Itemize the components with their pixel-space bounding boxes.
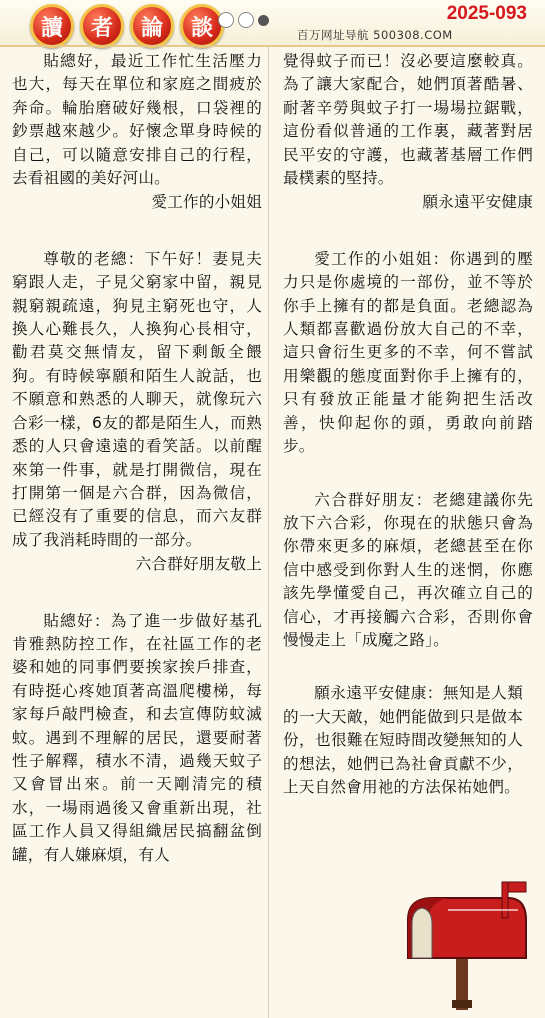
column-title <box>30 4 224 48</box>
reply-body: 願永遠平安健康：無知是人類的一大天敵，她們能做到只是做本份，也很難在短時間改變無知的人的想法，她們已為社會貢獻不少，上天自然會用祂的方法保祐她們。 <box>283 684 523 796</box>
dot-icon <box>258 15 269 26</box>
decorative-dots <box>218 12 269 28</box>
title-char: 論 <box>130 4 174 48</box>
circle-icon <box>238 12 254 28</box>
reader-letter <box>12 50 262 215</box>
right-column <box>283 50 533 799</box>
letter-signature: 六合群好朋友敬上 <box>135 555 262 574</box>
title-char: 談 <box>180 4 224 48</box>
editor-reply <box>283 248 533 459</box>
letter-signature: 願永遠平安健康 <box>422 193 533 212</box>
header <box>0 0 545 46</box>
letter-body: 貼總好：為了進一步做好基孔肯雅熱防控工作，在社區工作的老婆和她的同事們要挨家挨戶排查，有時挺心疼她頂著高溫爬樓梯，每家每戶敲門檢查，和去宣傳防蚊滅蚊。遇到不理解的居民，還要耐著性子解釋，積水不清，過幾天蚊子又會冒出來。前一天剛清完的積水，一場雨過後又會重新出現，社區工作人員又得組織居民搞翻盆倒罐，有人嫌麻煩，有人 <box>12 611 262 864</box>
letter-body: 貼總好，最近工作忙生活壓力也大，每天在單位和家庭之間疲於奔命。輪胎磨破好幾根，口袋裡的鈔票越來越少。好懷念單身時候的自己，可以隨意安排自己的行程，去看祖國的美好河山。 <box>12 52 262 188</box>
reader-letter <box>12 248 262 577</box>
title-char: 者 <box>80 4 124 48</box>
reply-body: 愛工作的小姐姐：你遇到的壓力只是你處境的一部份，並不等於你手上擁有的都是負面。老總認為人類都喜歡過份放大自己的不幸，這只會衍生更多的不幸，何不嘗試用樂觀的態度面對你手上擁有的，只有發放正能量才能夠把生活改善，快仰起你的頭，勇敢向前踏步。 <box>283 249 533 456</box>
editor-reply <box>283 682 533 799</box>
issue-number: 2025-093 <box>446 3 527 24</box>
header-divider <box>0 45 545 47</box>
reply-body: 六合群好朋友：老總建議你先放下六合彩，你現在的狀態只會為你帶來更多的麻煩，老總甚至在你信中感受到你對人生的迷惘，你應該先學懂愛自己，再次確立自己的信心，才再接觸六合彩，否則你會慢慢走上「成魔之路」。 <box>283 490 533 649</box>
letter-signature: 愛工作的小姐姐 <box>151 193 262 212</box>
left-column <box>12 50 262 867</box>
circle-icon <box>218 12 234 28</box>
editor-reply <box>283 489 533 653</box>
reader-letter <box>12 610 262 867</box>
letter-body: 尊敬的老總：下午好！妻見夫窮跟人走，子見父窮家中留，親見親窮親疏遠，狗見主窮死也守，人換人心難長久，人換狗心長相守，勸君莫交無情友，留下剩飯全餵狗。有時候寧願和陌生人說話，也不願意和熟悉的人聊天，就像玩六合彩一樣，6友的都是陌生人，而熟悉的人只會遠遠的看笑話。以前醒來第一件事，就是打開微信，現在打開第一個是六合群，因為微信，已經沒有了重要的信息，而六友群成了我消耗時間的一部分。 <box>12 249 262 549</box>
title-char: 讀 <box>30 4 74 48</box>
reader-letter-continued <box>283 50 533 215</box>
column-divider <box>268 46 269 1018</box>
site-watermark: 百万网址导航 500308.COM <box>297 28 453 42</box>
mailbox-icon <box>398 880 538 1010</box>
letter-body: 覺得蚊子而已！沒必要這麼較真。為了讓大家配合，她們頂著酷暑、耐著辛勞與蚊子打一場場拉鋸戰，這份看似普通的工作裏，藏著對居民平安的守護，也藏著基層工作們最樸素的堅持。 <box>283 52 533 188</box>
